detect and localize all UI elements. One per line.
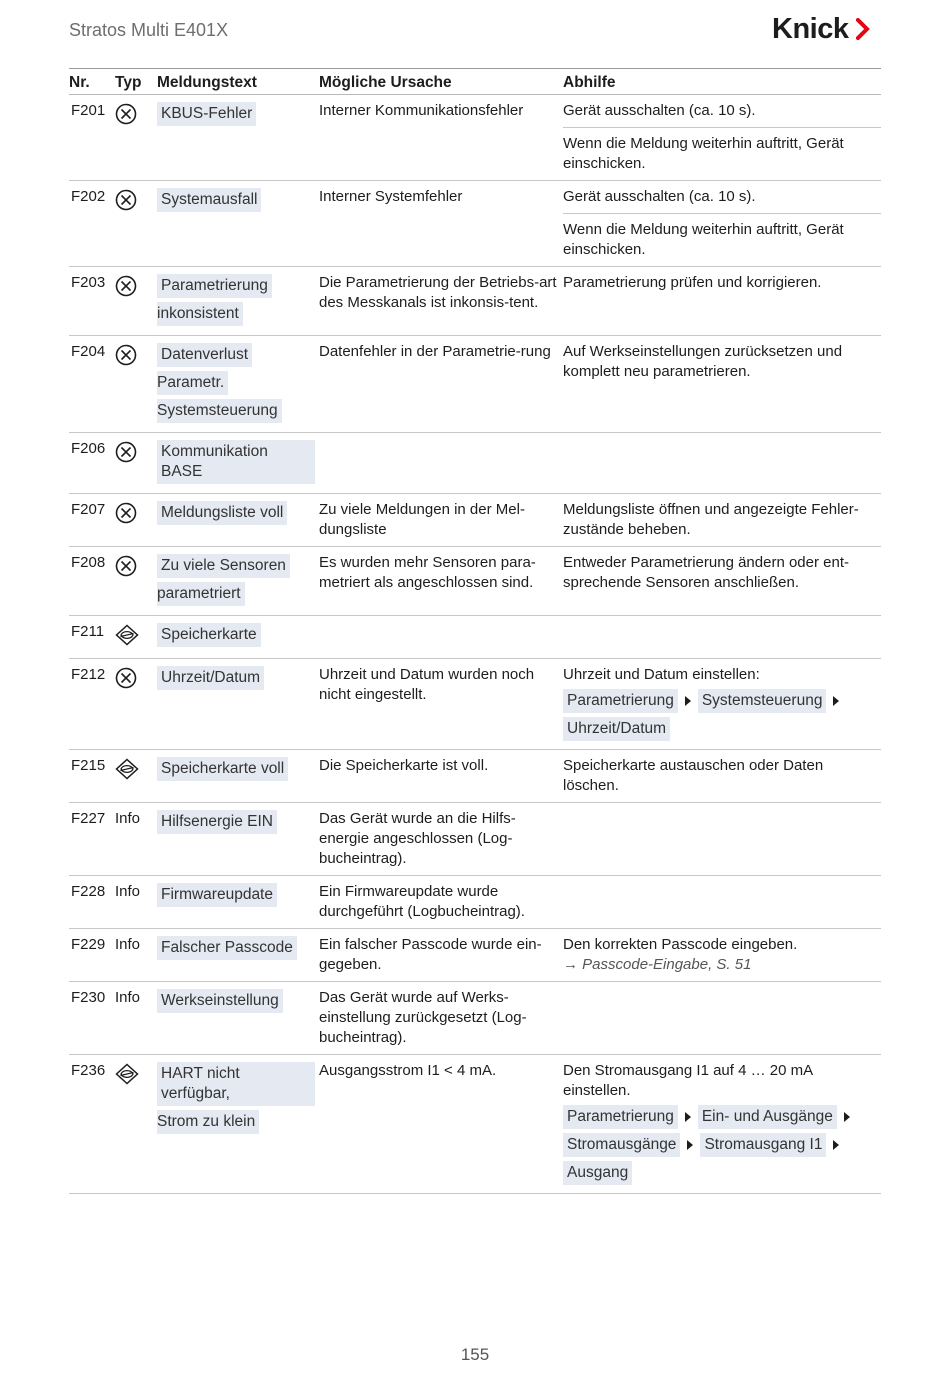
table-row — [69, 1055, 881, 1194]
possible-cause — [319, 616, 563, 659]
remedy-line: Gerät ausschalten (ca. 10 s). — [563, 102, 756, 119]
error-number: F207 — [69, 494, 115, 547]
error-number: F230 — [69, 982, 115, 1055]
message-chip: inkonsistent — [157, 302, 243, 326]
table-row — [69, 876, 881, 929]
table-row — [69, 929, 881, 982]
remedy-cell — [563, 433, 881, 494]
header-meldungstext: Meldungstext — [157, 69, 319, 95]
table-header-row — [69, 69, 881, 95]
remedy-cell — [563, 750, 881, 803]
remedy-text — [563, 876, 881, 888]
table-row — [69, 95, 881, 181]
menu-path-item: Stromausgang I1 — [700, 1133, 826, 1157]
remedy-cell — [563, 876, 881, 929]
possible-cause: Ein Firmwareupdate wurde durchgeführt (Logbucheintrag). — [319, 876, 563, 929]
header-nr: Nr. — [69, 69, 115, 95]
remedy-text — [563, 659, 881, 749]
message-line — [157, 665, 315, 693]
type-cell — [115, 616, 157, 659]
error-number: F228 — [69, 876, 115, 929]
message-line — [157, 342, 315, 370]
remedy-line: Wenn die Meldung weiterhin auftritt, Gerät einschicken. — [563, 221, 844, 258]
message-line — [157, 988, 315, 1016]
path-arrow-icon — [833, 1140, 839, 1150]
menu-path-item: Ein- und Ausgänge — [698, 1105, 837, 1129]
path-arrow-icon — [833, 696, 839, 706]
knick-logo — [772, 12, 870, 46]
remedy-text — [563, 181, 881, 213]
menu-path-item: Systemsteuerung — [698, 689, 827, 713]
out-of-spec-icon — [115, 758, 139, 786]
message-chip: Werkseinstellung — [157, 989, 283, 1013]
error-number: F208 — [69, 547, 115, 616]
table-row — [69, 433, 881, 494]
remedy-cell — [563, 659, 881, 750]
remedy-cell — [563, 181, 881, 267]
type-cell — [115, 336, 157, 433]
path-arrow-icon — [685, 696, 691, 706]
message-chip: Datenverlust — [157, 343, 252, 367]
message-chip: Meldungsliste voll — [157, 501, 287, 525]
remedy-text — [563, 213, 881, 266]
menu-path — [563, 1103, 877, 1187]
message-text-cell — [157, 181, 319, 267]
page-number: 155 — [460, 1345, 490, 1364]
type-cell — [115, 750, 157, 803]
message-chip: Parametr. — [157, 371, 228, 395]
message-line — [157, 553, 315, 581]
possible-cause: Interner Systemfehler — [319, 181, 563, 267]
message-line — [157, 1061, 315, 1109]
remedy-text — [563, 1055, 881, 1193]
remedy-line: Auf Werkseinstellungen zurücksetzen und komplett neu parametrieren. — [563, 343, 843, 380]
path-arrow-icon — [844, 1112, 850, 1122]
type-cell — [115, 181, 157, 267]
menu-path-item: Uhrzeit/Datum — [563, 717, 670, 741]
message-chip: Zu viele Sensoren — [157, 554, 290, 578]
error-number: F212 — [69, 659, 115, 750]
remedy-line: Gerät ausschalten (ca. 10 s). — [563, 188, 756, 205]
possible-cause: Die Speicherkarte ist voll. — [319, 750, 563, 803]
page-reference-link[interactable]: → Passcode-Eingabe, S. 51 — [563, 956, 752, 973]
table-row — [69, 547, 881, 616]
table-row — [69, 267, 881, 336]
remedy-line: Entweder Parametrierung ändern oder ent-sprechende Sensoren anschließen. — [563, 554, 849, 591]
out-of-spec-icon — [115, 624, 139, 652]
message-line — [157, 882, 315, 910]
failure-icon — [115, 667, 137, 695]
message-text-cell — [157, 1055, 319, 1194]
message-line — [157, 101, 315, 129]
error-number: F201 — [69, 95, 115, 181]
remedy-text — [563, 127, 881, 180]
logo-wordmark: Knick — [772, 12, 849, 45]
menu-path-item: Parametrierung — [563, 1105, 678, 1129]
remedy-text — [563, 616, 881, 628]
message-line — [157, 370, 315, 398]
message-chip: Parametrierung — [157, 274, 272, 298]
error-number: F236 — [69, 1055, 115, 1194]
remedy-line: Meldungsliste öffnen und angezeigte Fehler-zustände beheben. — [563, 501, 859, 538]
possible-cause: Ein falscher Passcode wurde ein-gegeben. — [319, 929, 563, 982]
remedy-cell — [563, 336, 881, 433]
failure-icon — [115, 441, 137, 469]
type-cell — [115, 547, 157, 616]
remedy-line: Uhrzeit und Datum einstellen: — [563, 666, 760, 683]
remedy-text — [563, 982, 881, 994]
menu-path-item: Parametrierung — [563, 689, 678, 713]
message-text-cell — [157, 982, 319, 1055]
failure-icon — [115, 189, 137, 217]
message-chip: HART nicht verfügbar, — [157, 1062, 315, 1106]
remedy-text — [563, 750, 881, 802]
type-info: Info — [115, 982, 157, 1055]
error-number: F215 — [69, 750, 115, 803]
error-number: F206 — [69, 433, 115, 494]
logo-chevron-icon — [856, 18, 870, 40]
table-body — [69, 95, 881, 1194]
remedy-text — [563, 929, 881, 981]
type-info: Info — [115, 876, 157, 929]
possible-cause: Datenfehler in der Parametrie-rung — [319, 336, 563, 433]
table-row — [69, 750, 881, 803]
possible-cause: Zu viele Meldungen in der Mel-dungsliste — [319, 494, 563, 547]
remedy-text — [563, 547, 881, 599]
message-chip: Speicherkarte voll — [157, 757, 288, 781]
message-text-cell — [157, 616, 319, 659]
message-text-cell — [157, 95, 319, 181]
possible-cause: Interner Kommunikationsfehler — [319, 95, 563, 181]
error-number: F227 — [69, 803, 115, 876]
remedy-cell — [563, 982, 881, 1055]
failure-icon — [115, 275, 137, 303]
type-cell — [115, 433, 157, 494]
message-chip: Strom zu klein — [157, 1110, 259, 1134]
message-text-cell — [157, 929, 319, 982]
menu-path-item: Stromausgänge — [563, 1133, 680, 1157]
table-row — [69, 336, 881, 433]
message-line — [157, 439, 315, 487]
message-text-cell — [157, 494, 319, 547]
failure-icon — [115, 103, 137, 131]
message-text-cell — [157, 803, 319, 876]
type-info: Info — [115, 803, 157, 876]
type-cell — [115, 494, 157, 547]
remedy-cell — [563, 95, 881, 181]
path-arrow-icon — [687, 1140, 693, 1150]
menu-path — [563, 687, 877, 743]
possible-cause — [319, 433, 563, 494]
message-line — [157, 1109, 315, 1137]
remedy-cell — [563, 929, 881, 982]
possible-cause: Das Gerät wurde an die Hilfs-energie angeschlossen (Log-bucheintrag). — [319, 803, 563, 876]
remedy-cell — [563, 803, 881, 876]
message-line — [157, 398, 315, 426]
possible-cause: Ausgangsstrom I1 < 4 mA. — [319, 1055, 563, 1194]
message-line — [157, 935, 315, 963]
message-text-cell — [157, 336, 319, 433]
type-cell — [115, 659, 157, 750]
table-row — [69, 616, 881, 659]
message-chip: Firmwareupdate — [157, 883, 277, 907]
remedy-line: Speicherkarte austauschen oder Daten löschen. — [563, 757, 824, 794]
possible-cause: Uhrzeit und Datum wurden noch nicht eingestellt. — [319, 659, 563, 750]
message-line — [157, 273, 315, 301]
message-line — [157, 809, 315, 837]
message-line — [157, 187, 315, 215]
type-cell — [115, 267, 157, 336]
type-info: Info — [115, 929, 157, 982]
message-line — [157, 500, 315, 528]
header-typ: Typ — [115, 69, 157, 95]
message-line — [157, 581, 315, 609]
path-arrow-icon — [685, 1112, 691, 1122]
header-ursache: Mögliche Ursache — [319, 69, 563, 95]
remedy-cell — [563, 616, 881, 659]
remedy-cell — [563, 494, 881, 547]
type-cell — [115, 1055, 157, 1194]
table-row — [69, 982, 881, 1055]
message-text-cell — [157, 750, 319, 803]
out-of-spec-icon — [115, 1063, 139, 1091]
error-number: F202 — [69, 181, 115, 267]
error-number: F229 — [69, 929, 115, 982]
table-row — [69, 803, 881, 876]
message-chip: Speicherkarte — [157, 623, 261, 647]
message-chip: Hilfsenergie EIN — [157, 810, 277, 834]
message-chip: Uhrzeit/Datum — [157, 666, 264, 690]
error-number: F204 — [69, 336, 115, 433]
message-chip: KBUS-Fehler — [157, 102, 256, 126]
message-text-cell — [157, 876, 319, 929]
remedy-text — [563, 95, 881, 127]
message-text-cell — [157, 267, 319, 336]
error-number: F211 — [69, 616, 115, 659]
document-title: Stratos Multi E401X — [69, 20, 229, 40]
failure-icon — [115, 344, 137, 372]
message-chip: Kommunikation BASE — [157, 440, 315, 484]
possible-cause: Das Gerät wurde auf Werks-einstellung zurückgesetzt (Log-bucheintrag). — [319, 982, 563, 1055]
remedy-cell — [563, 1055, 881, 1194]
error-number: F203 — [69, 267, 115, 336]
message-line — [157, 301, 315, 329]
failure-icon — [115, 555, 137, 583]
remedy-line: Wenn die Meldung weiterhin auftritt, Gerät einschicken. — [563, 135, 844, 172]
remedy-cell — [563, 267, 881, 336]
remedy-cell — [563, 547, 881, 616]
remedy-text — [563, 433, 881, 445]
table-row — [69, 181, 881, 267]
message-text-cell — [157, 547, 319, 616]
possible-cause: Die Parametrierung der Betriebs-art des Messkanals ist inkonsis-tent. — [319, 267, 563, 336]
remedy-text — [563, 336, 881, 388]
message-chip: parametriert — [157, 582, 245, 606]
table-row — [69, 659, 881, 750]
remedy-text — [563, 803, 881, 815]
remedy-line: Den Stromausgang I1 auf 4 … 20 mA einstellen. — [563, 1062, 813, 1099]
header-abhilfe: Abhilfe — [563, 69, 881, 95]
message-chip: Systemsteuerung — [157, 399, 282, 423]
message-text-cell — [157, 433, 319, 494]
remedy-line: Parametrierung prüfen und korrigieren. — [563, 274, 822, 291]
message-line — [157, 756, 315, 784]
message-line — [157, 622, 315, 650]
error-message-table — [69, 68, 881, 1194]
possible-cause: Es wurden mehr Sensoren para-metriert als angeschlossen sind. — [319, 547, 563, 616]
message-chip: Falscher Passcode — [157, 936, 297, 960]
remedy-text — [563, 494, 881, 546]
remedy-text — [563, 267, 881, 299]
menu-path-item: Ausgang — [563, 1161, 632, 1185]
type-cell — [115, 95, 157, 181]
message-text-cell — [157, 659, 319, 750]
message-chip: Systemausfall — [157, 188, 261, 212]
table-row — [69, 494, 881, 547]
remedy-line: Den korrekten Passcode eingeben. — [563, 936, 798, 953]
failure-icon — [115, 502, 137, 530]
